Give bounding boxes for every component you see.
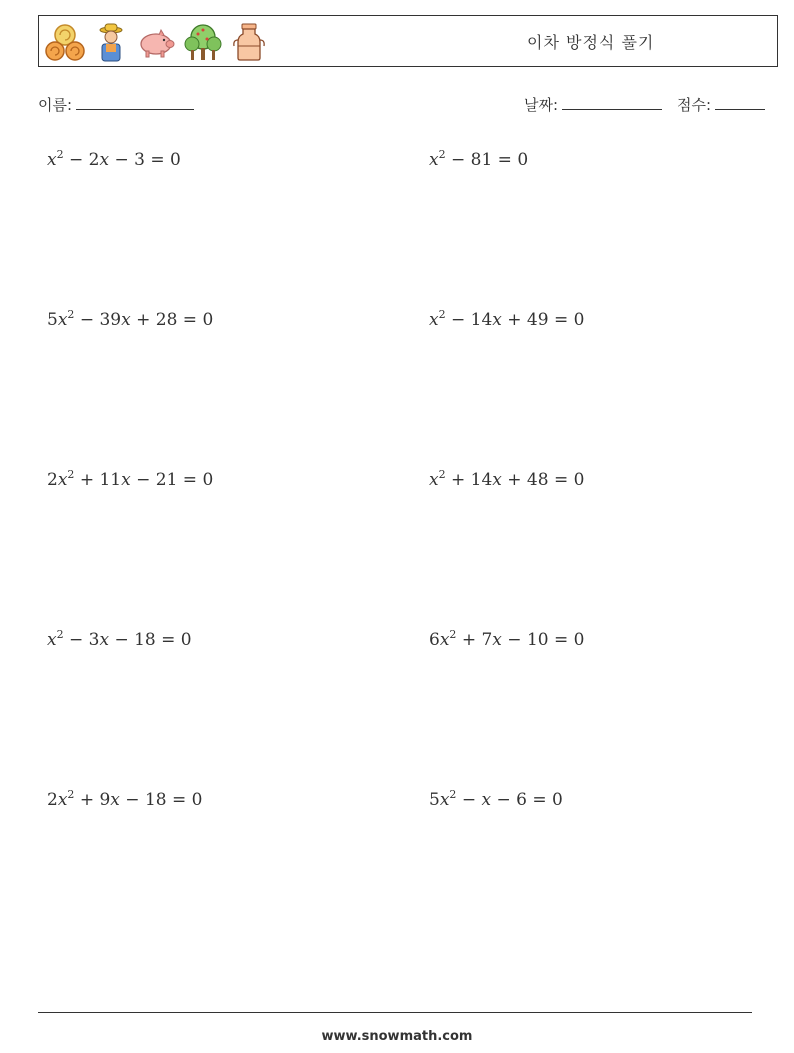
worksheet-title: 이차 방정식 풀기: [527, 33, 655, 52]
coefficient-b: + 11: [74, 470, 122, 490]
problem-7: $x^2 - 3x - 18 = 0$: [47, 628, 192, 650]
problem-6: $x^2 + 14x + 48 = 0$: [429, 468, 585, 490]
coefficient-a: 5: [429, 790, 440, 810]
constant-term: − 10 = 0: [501, 630, 585, 650]
coefficient-b: − 14: [445, 310, 493, 330]
problem-10: $5x^2 - x - 6 = 0$: [429, 788, 563, 810]
date-label: 날짜:: [524, 96, 559, 114]
coefficient-b: −: [456, 790, 482, 810]
coefficient-b: + 7: [456, 630, 493, 650]
footer-url: www.snowmath.com: [321, 1029, 473, 1044]
constant-term: + 48 = 0: [501, 470, 585, 490]
problem-3: $5x^2 - 39x + 28 = 0$: [47, 308, 214, 330]
name-field: [38, 94, 194, 115]
coefficient-b: − 2: [63, 150, 100, 170]
footer-divider: [38, 1012, 752, 1013]
coefficient-a: 5: [47, 310, 58, 330]
name-label: 이름:: [38, 96, 73, 114]
constant-term: − 3 = 0: [109, 150, 181, 170]
coefficient-a: 2: [47, 790, 58, 810]
coefficient-b: − 39: [74, 310, 122, 330]
problem-9: $2x^2 + 9x - 18 = 0$: [47, 788, 203, 810]
worksheet-header: [38, 15, 778, 67]
constant-term: + 49 = 0: [501, 310, 585, 330]
score-label: 점수:: [677, 96, 712, 114]
constant-term: − 6 = 0: [491, 790, 563, 810]
problem-5: $2x^2 + 11x - 21 = 0$: [47, 468, 214, 490]
problem-4: $x^2 - 14x + 49 = 0$: [429, 308, 585, 330]
coefficient-b: − 3: [63, 630, 100, 650]
problem-8: $6x^2 + 7x - 10 = 0$: [429, 628, 585, 650]
pig-icon: [137, 22, 177, 62]
problem-2: $x^2 - 81 = 0$: [429, 148, 529, 170]
date-field: [524, 94, 662, 115]
constant-term: + 28 = 0: [130, 310, 214, 330]
score-field: [677, 94, 765, 115]
name-blank[interactable]: [76, 95, 194, 110]
date-blank[interactable]: [562, 95, 662, 110]
coefficient-a: 2: [47, 470, 58, 490]
hay-bales-icon: [45, 22, 85, 62]
constant-term: − 18 = 0: [109, 630, 192, 650]
constant-term: − 18 = 0: [119, 790, 203, 810]
coefficient-b: + 14: [445, 470, 493, 490]
constant-term: − 81 = 0: [445, 150, 529, 170]
problem-1: $x^2 - 2x - 3 = 0$: [47, 148, 181, 170]
score-blank[interactable]: [715, 95, 765, 110]
milk-can-icon: [229, 22, 269, 62]
farmer-icon: [91, 22, 131, 62]
tree-icon: [183, 22, 223, 62]
header-icons: [45, 22, 269, 62]
coefficient-a: 6: [429, 630, 440, 650]
coefficient-b: + 9: [74, 790, 111, 810]
constant-term: − 21 = 0: [130, 470, 214, 490]
